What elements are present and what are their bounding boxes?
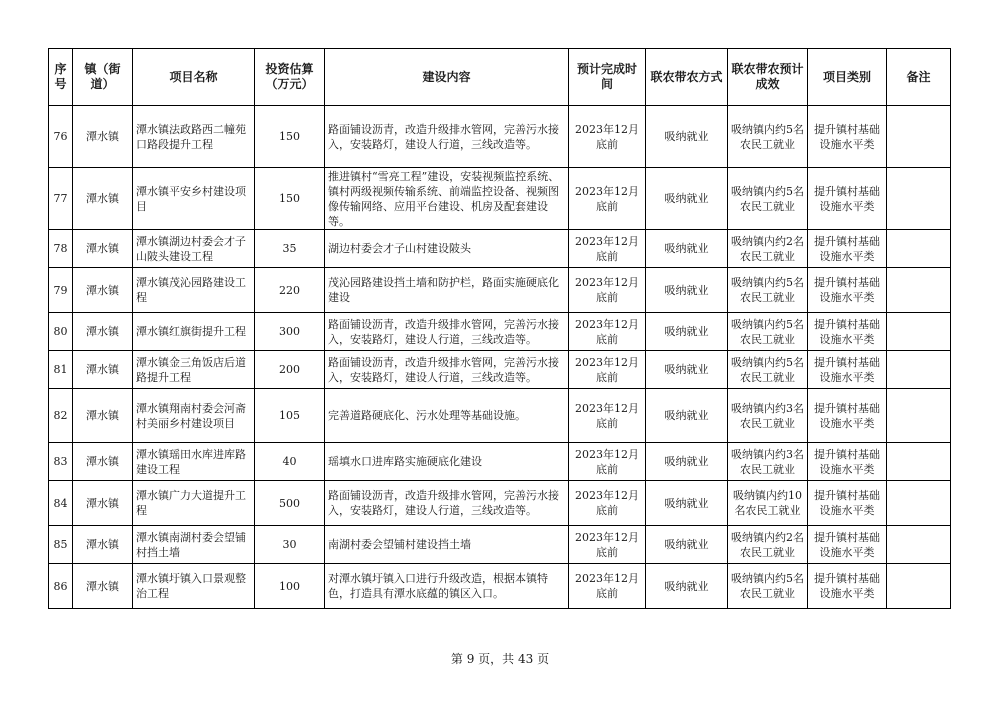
cell-town: 潭水镇 [73,526,133,564]
cell-remark [887,443,951,481]
cell-index: 76 [49,106,73,168]
cell-content: 南湖村委会望铺村建设挡土墙 [325,526,569,564]
cell-completion: 2023年12月底前 [569,443,646,481]
cell-town: 潭水镇 [73,481,133,526]
cell-completion: 2023年12月底前 [569,481,646,526]
cell-investment: 150 [255,168,325,230]
cell-town: 潭水镇 [73,168,133,230]
cell-link-effect: 吸纳镇内约5名农民工就业 [728,564,808,609]
cell-content: 路面铺设沥青，改造升级排水管网，完善污水接入，安装路灯，建设人行道，三线改造等。 [325,313,569,351]
cell-completion: 2023年12月底前 [569,106,646,168]
project-table [48,48,951,609]
cell-content: 瑶填水口进库路实施硬底化建设 [325,443,569,481]
cell-index: 85 [49,526,73,564]
cell-town: 潭水镇 [73,230,133,268]
cell-content: 路面铺设沥青，改造升级排水管网，完善污水接入，安装路灯，建设人行道，三线改造等。 [325,106,569,168]
cell-index: 79 [49,268,73,313]
cell-link-mode: 吸纳就业 [646,230,728,268]
cell-project-name: 潭水镇瑶田水库进库路建设工程 [133,443,255,481]
cell-index: 83 [49,443,73,481]
cell-category: 提升镇村基础设施水平类 [808,268,887,313]
cell-town: 潭水镇 [73,351,133,389]
cell-link-effect: 吸纳镇内约3名农民工就业 [728,443,808,481]
cell-town: 潭水镇 [73,389,133,443]
cell-link-mode: 吸纳就业 [646,313,728,351]
cell-index: 77 [49,168,73,230]
header-completion: 预计完成时间 [569,49,646,106]
cell-investment: 220 [255,268,325,313]
cell-link-effect: 吸纳镇内约10名农民工就业 [728,481,808,526]
cell-completion: 2023年12月底前 [569,389,646,443]
cell-project-name: 潭水镇红旗街提升工程 [133,313,255,351]
cell-content: 推进镇村“雪亮工程”建设，安装视频监控系统、镇村两级视频传输系统、前端监控设备、视频图像传输网络、应用平台建设、机房及配套建设等。 [325,168,569,230]
table-row [49,526,951,564]
cell-town: 潭水镇 [73,106,133,168]
cell-link-effect: 吸纳镇内约3名农民工就业 [728,389,808,443]
cell-link-mode: 吸纳就业 [646,443,728,481]
cell-completion: 2023年12月底前 [569,313,646,351]
cell-completion: 2023年12月底前 [569,351,646,389]
header-project-name: 项目名称 [133,49,255,106]
cell-remark [887,313,951,351]
cell-investment: 100 [255,564,325,609]
cell-category: 提升镇村基础设施水平类 [808,526,887,564]
table-header-row [49,49,951,106]
table-row [49,168,951,230]
table-row [49,351,951,389]
cell-project-name: 潭水镇法政路西二幢苑口路段提升工程 [133,106,255,168]
table-row [49,443,951,481]
cell-investment: 200 [255,351,325,389]
cell-town: 潭水镇 [73,564,133,609]
page-number: 第 9 页，共 43 页 [450,652,550,666]
cell-link-mode: 吸纳就业 [646,168,728,230]
table-row [49,564,951,609]
cell-completion: 2023年12月底前 [569,268,646,313]
cell-completion: 2023年12月底前 [569,564,646,609]
cell-link-effect: 吸纳镇内约5名农民工就业 [728,351,808,389]
cell-link-mode: 吸纳就业 [646,481,728,526]
cell-link-effect: 吸纳镇内约5名农民工就业 [728,106,808,168]
cell-project-name: 潭水镇金三角饭店后道路提升工程 [133,351,255,389]
cell-project-name: 潭水镇南湖村委会望铺村挡土墙 [133,526,255,564]
header-remark: 备注 [887,49,951,106]
cell-investment: 500 [255,481,325,526]
table-row [49,268,951,313]
cell-category: 提升镇村基础设施水平类 [808,351,887,389]
cell-link-effect: 吸纳镇内约2名农民工就业 [728,526,808,564]
cell-remark [887,268,951,313]
cell-category: 提升镇村基础设施水平类 [808,564,887,609]
cell-content: 对潭水镇圩镇入口进行升级改造，根据本镇特色，打造具有潭水底蕴的镇区入口。 [325,564,569,609]
cell-index: 80 [49,313,73,351]
cell-content: 茂沁园路建设挡土墙和防护栏，路面实施硬底化建设 [325,268,569,313]
cell-link-mode: 吸纳就业 [646,389,728,443]
header-investment: 投资估算（万元） [255,49,325,106]
cell-remark [887,389,951,443]
cell-remark [887,230,951,268]
cell-project-name: 潭水镇平安乡村建设项目 [133,168,255,230]
cell-remark [887,351,951,389]
header-index: 序号 [49,49,73,106]
header-link-mode: 联农带农方式 [646,49,728,106]
cell-remark [887,168,951,230]
cell-investment: 150 [255,106,325,168]
cell-link-effect: 吸纳镇内约2名农民工就业 [728,230,808,268]
cell-investment: 30 [255,526,325,564]
cell-index: 84 [49,481,73,526]
cell-index: 82 [49,389,73,443]
cell-content: 路面铺设沥青，改造升级排水管网，完善污水接入，安装路灯，建设人行道，三线改造等。 [325,351,569,389]
cell-project-name: 潭水镇茂沁园路建设工程 [133,268,255,313]
cell-town: 潭水镇 [73,313,133,351]
cell-link-mode: 吸纳就业 [646,564,728,609]
cell-category: 提升镇村基础设施水平类 [808,106,887,168]
cell-town: 潭水镇 [73,443,133,481]
cell-category: 提升镇村基础设施水平类 [808,389,887,443]
cell-category: 提升镇村基础设施水平类 [808,443,887,481]
table-row [49,313,951,351]
cell-link-mode: 吸纳就业 [646,268,728,313]
cell-index: 78 [49,230,73,268]
table-row [49,106,951,168]
cell-content: 湖边村委会才子山村建设陂头 [325,230,569,268]
header-link-effect: 联农带农预计成效 [728,49,808,106]
cell-link-mode: 吸纳就业 [646,106,728,168]
cell-remark [887,564,951,609]
cell-link-effect: 吸纳镇内约5名农民工就业 [728,168,808,230]
cell-category: 提升镇村基础设施水平类 [808,230,887,268]
cell-link-mode: 吸纳就业 [646,351,728,389]
cell-town: 潭水镇 [73,268,133,313]
cell-remark [887,481,951,526]
cell-index: 86 [49,564,73,609]
cell-investment: 40 [255,443,325,481]
cell-content: 完善道路硬底化、污水处理等基础设施。 [325,389,569,443]
cell-content: 路面铺设沥青，改造升级排水管网，完善污水接入，安装路灯，建设人行道，三线改造等。 [325,481,569,526]
cell-project-name: 潭水镇广力大道提升工程 [133,481,255,526]
cell-project-name: 潭水镇翔南村委会河斋村美丽乡村建设项目 [133,389,255,443]
cell-link-mode: 吸纳就业 [646,526,728,564]
cell-investment: 105 [255,389,325,443]
cell-completion: 2023年12月底前 [569,168,646,230]
cell-investment: 35 [255,230,325,268]
cell-category: 提升镇村基础设施水平类 [808,313,887,351]
table-row [49,389,951,443]
header-category: 项目类别 [808,49,887,106]
cell-investment: 300 [255,313,325,351]
cell-link-effect: 吸纳镇内约5名农民工就业 [728,268,808,313]
cell-remark [887,106,951,168]
cell-index: 81 [49,351,73,389]
cell-category: 提升镇村基础设施水平类 [808,481,887,526]
cell-project-name: 潭水镇湖边村委会才子山陂头建设工程 [133,230,255,268]
table-row [49,481,951,526]
header-town: 镇（街道） [73,49,133,106]
cell-remark [887,526,951,564]
table-row [49,230,951,268]
header-content: 建设内容 [325,49,569,106]
cell-project-name: 潭水镇圩镇入口景观整治工程 [133,564,255,609]
cell-completion: 2023年12月底前 [569,230,646,268]
cell-category: 提升镇村基础设施水平类 [808,168,887,230]
cell-completion: 2023年12月底前 [569,526,646,564]
cell-link-effect: 吸纳镇内约5名农民工就业 [728,313,808,351]
